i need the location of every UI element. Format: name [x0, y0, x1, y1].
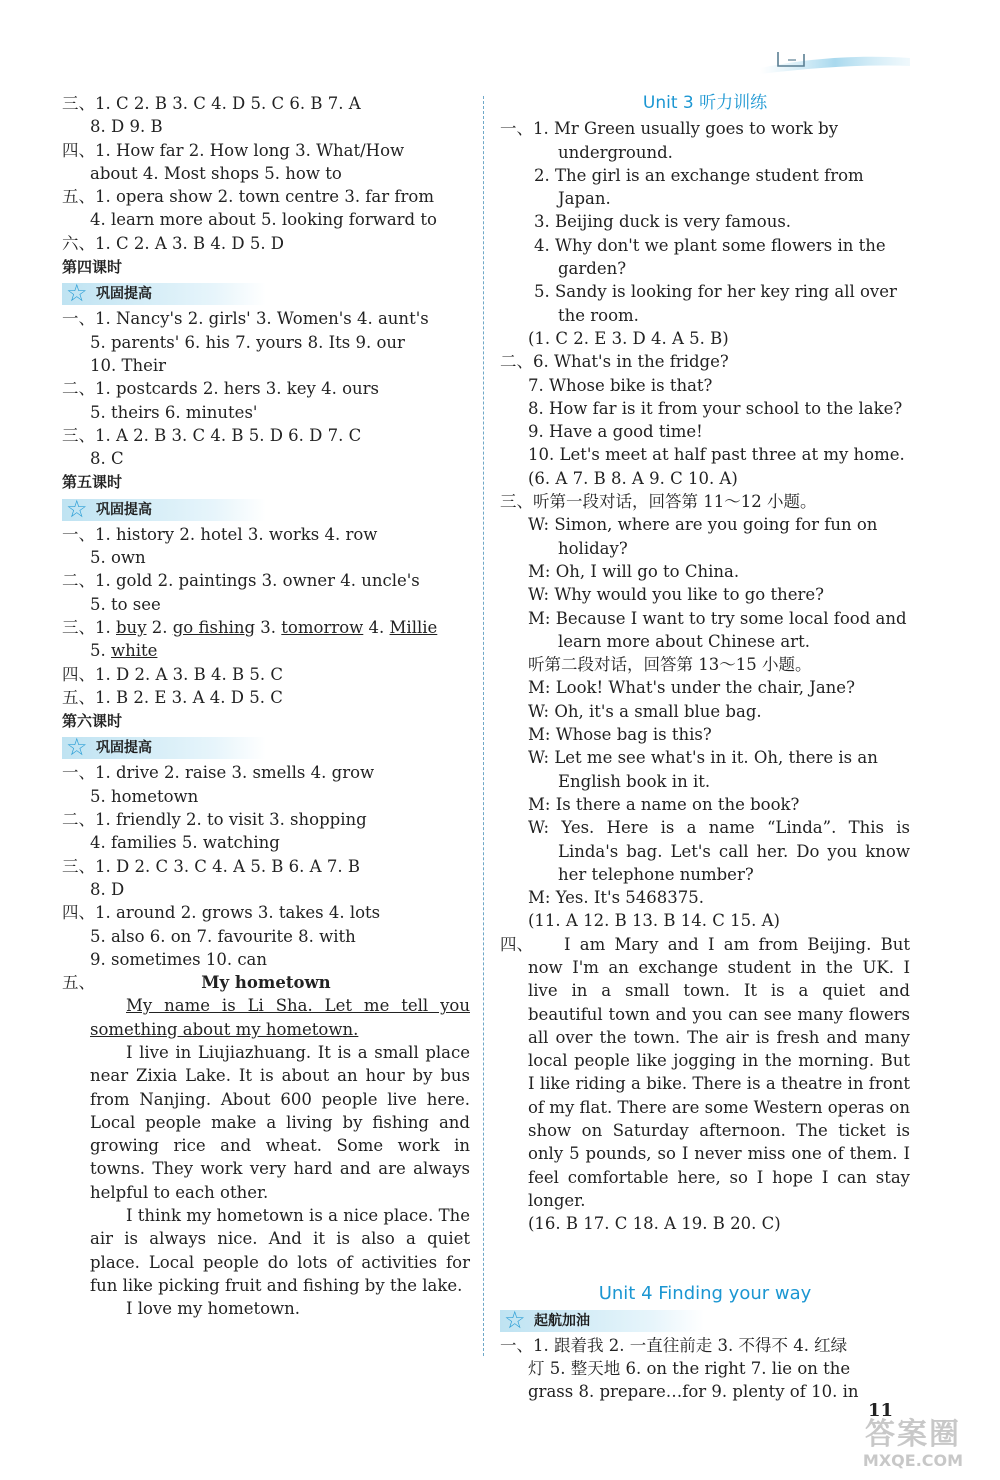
dialogue-line: W: Simon, where are you going for fun on holiday?: [528, 515, 878, 558]
question-line: [500, 117, 910, 164]
column-divider: [483, 96, 484, 1356]
page-number: 11: [868, 1400, 894, 1421]
answer-line: 5. parents' 6. his 7. yours 8. Its 9. our: [90, 332, 405, 352]
dialogue-line: M: Yes. It's 5468375.: [528, 888, 705, 908]
answer-line: 二、1. postcards 2. hers 3. key 4. ours: [62, 379, 380, 399]
section-tag: [62, 494, 266, 523]
star-icon: ☆: [66, 733, 88, 762]
essay-title: My hometown: [201, 973, 331, 993]
answer-number: 3.: [255, 617, 282, 637]
star-icon: ☆: [66, 494, 88, 523]
answer-line: [62, 616, 470, 639]
answer-line: 灯 5. 整天地 6. on the right 7. lie on the: [528, 1359, 851, 1379]
answer-line: (16. B 17. C 18. A 19. B 20. C): [528, 1214, 781, 1234]
question-line: 7. Whose bike is that?: [528, 375, 713, 395]
dialogue-line: M: Look! What's under the chair, Jane?: [528, 678, 855, 698]
essay-paragraph: I live in Liujiazhuang. It is a small place near Zixia Lake. It is about an hour by bus from Nanjing. About 600 people live here. Local people make a living by fishing and growing rice and wheat. Some work in towns. They work very hard and are always helpful to each other.: [90, 1042, 470, 1202]
section-tag: [62, 279, 266, 308]
dialogue-line: W: Why would you like to go there?: [528, 585, 825, 605]
dialogue-line: M: Oh, I will go to China.: [528, 561, 740, 581]
essay-paragraph: I love my hometown.: [126, 1299, 301, 1319]
spacer: [500, 1236, 910, 1282]
answer-line: 一、1. Nancy's 2. girls' 3. Women's 4. aunt's: [62, 309, 429, 329]
lesson-heading: 第五课时: [62, 473, 123, 492]
question-line: 4. Why don't we plant some flowers in the garden?: [534, 235, 886, 279]
answer-line: 5. own: [90, 548, 146, 568]
underlined-answer: tomorrow: [281, 617, 364, 637]
answer-line: 四、1. around 2. grows 3. takes 4. lots: [62, 903, 381, 923]
answer-line: 五、1. opera show 2. town centre 3. far from: [62, 187, 434, 207]
essay-paragraph-wrapper: [62, 1041, 470, 1321]
answer-line: 4. learn more about 5. looking forward to: [90, 210, 437, 230]
answer-line: 8. D: [90, 879, 125, 899]
section-tag-label: 巩固提高: [96, 501, 152, 518]
answer-line: 8. D 9. B: [90, 117, 163, 137]
passage-text: I am Mary and I am from Beijing. But now I'm an exchange student in the UK. I live in a small town. It is a quiet and beautiful town and you can see many flowers all over the town. The air is fresh and many local people like jogging in the morning. But I like riding a bike. There is a theatre in front of my flat. There are some Western operas on show on Saturday afternoon. The ticket is only 5 pounds, so I never miss one of them. I feel comfortable here, so I hope I can stay longer.: [528, 934, 910, 1210]
passage: [500, 933, 910, 1213]
section-tag-label: 巩固提高: [96, 286, 152, 303]
answer-line: 9. sometimes 10. can: [90, 949, 268, 969]
question-line: 10. Let's meet at half past three at my home.: [528, 445, 905, 465]
answer-line: (6. A 7. B 8. A 9. C 10. A): [528, 468, 738, 488]
answer-line: 六、1. C 2. A 3. B 4. D 5. D: [62, 233, 285, 253]
essay-paragraph: I think my hometown is a nice place. The air is always nice. And it is also a quiet place. Local people do lots of activities for fun like picking fruit and fishing by the lake.: [90, 1206, 470, 1295]
answer-line: 4. families 5. watching: [90, 833, 280, 853]
watermark-text: 答案圈: [865, 1417, 961, 1452]
question-line: 8. How far is it from your school to the lake?: [528, 398, 903, 418]
question-line: 二、6. What's in the fridge?: [500, 352, 729, 372]
answer-line: 一、1. history 2. hotel 3. works 4. row: [62, 524, 378, 544]
answer-number: 三、1.: [62, 617, 116, 637]
unit3-title: Unit 3 听力训练: [642, 93, 768, 113]
section-tag: [500, 1305, 704, 1334]
question-line: 2. The girl is an exchange student from Japan.: [534, 165, 864, 209]
answer-line: grass 8. prepare…for 9. plenty of 10. in: [528, 1382, 859, 1402]
answer-line: 三、1. C 2. B 3. C 4. D 5. C 6. B 7. A: [62, 94, 361, 113]
left-column: [62, 92, 470, 1321]
lesson-heading: 第六课时: [62, 712, 123, 731]
instruction-line: 听第二段对话，回答第 13～15 小题。: [528, 655, 812, 675]
answer-line: about 4. Most shops 5. how to: [90, 163, 342, 183]
question-line: 5. Sandy is looking for her key ring all over the room.: [534, 282, 897, 325]
underlined-answer: go fishing: [172, 617, 256, 637]
answer-line: (1. C 2. E 3. D 4. A 5. B): [528, 328, 729, 348]
answer-line: 二、1. friendly 2. to visit 3. shopping: [62, 810, 367, 830]
dialogue-line: W: Yes. Here is a name “Linda”. This is Linda's bag. Let's call her. Do you know her telephone number?: [528, 818, 910, 884]
question-line: 9. Have a good time!: [528, 422, 703, 442]
section-number: 五、: [62, 973, 95, 993]
answer-line: 五、1. B 2. E 3. A 4. D 5. C: [62, 687, 283, 707]
section-tag: [62, 733, 266, 762]
section-tag-label: 巩固提高: [96, 740, 152, 757]
answer-line: 四、1. D 2. A 3. B 4. B 5. C: [62, 664, 283, 684]
answer-line: 5. hometown: [90, 786, 199, 806]
instruction-line: 三、听第一段对话，回答第 11～12 小题。: [500, 492, 817, 512]
watermark-logo: [838, 1418, 988, 1476]
answer-line: 二、1. gold 2. paintings 3. owner 4. uncle's: [62, 571, 420, 591]
dialogue-line: M: Because I want to try some local food and learn more about Chinese art.: [528, 608, 907, 651]
essay-heading-row: [62, 971, 470, 994]
lesson-heading: 第四课时: [62, 258, 123, 277]
underlined-answer: Millie: [389, 617, 438, 637]
answer-line: [62, 639, 470, 662]
answer-line: 5. to see: [90, 594, 161, 614]
unit4-title: Unit 4 Finding your way: [598, 1282, 812, 1304]
answer-line: 三、1. D 2. C 3. C 4. A 5. B 6. A 7. B: [62, 856, 360, 876]
answer-line: 5. theirs 6. minutes': [90, 402, 258, 422]
right-column: [500, 92, 910, 1404]
section-number: 四、: [500, 934, 533, 954]
answer-number: 5.: [90, 641, 111, 661]
question-line: 3. Beijing duck is very famous.: [534, 212, 792, 232]
answer-line: 8. C: [90, 449, 124, 469]
question-text: 一、1. Mr Green usually goes to work by underground.: [500, 119, 839, 162]
section-tag-label: 起航加油: [534, 1312, 590, 1329]
underlined-answer: buy: [116, 617, 147, 637]
star-icon: ☆: [504, 1305, 526, 1334]
answer-line: 5. also 6. on 7. favourite 8. with: [90, 926, 356, 946]
dialogue-line: W: Oh, it's a small blue bag.: [528, 701, 762, 721]
answer-number: 2.: [146, 617, 173, 637]
dialogue-line: M: Is there a name on the book?: [528, 794, 800, 814]
answer-line: 四、1. How far 2. How long 3. What/How: [62, 140, 405, 160]
essay-intro: My name is Li Sha. Let me tell you something about my hometown.: [90, 996, 470, 1039]
header-decoration: [760, 40, 910, 80]
dialogue-line: W: Let me see what's in it. Oh, there is an English book in it.: [528, 748, 878, 791]
answer-line: 一、1. 跟着我 2. 一直往前走 3. 不得不 4. 红绿: [500, 1335, 848, 1355]
dialogue-line: M: Whose bag is this?: [528, 725, 712, 745]
essay-paragraph: [62, 994, 470, 1041]
answer-line: (11. A 12. B 13. B 14. C 15. A): [528, 911, 780, 931]
answer-number: 4.: [363, 617, 390, 637]
watermark-url: MXQE.COM: [862, 1451, 964, 1470]
star-icon: ☆: [66, 279, 88, 308]
answer-line: 10. Their: [90, 355, 167, 375]
answer-line: 三、1. A 2. B 3. C 4. B 5. D 6. D 7. C: [62, 425, 362, 445]
underlined-answer: white: [111, 641, 158, 661]
answer-line: 一、1. drive 2. raise 3. smells 4. grow: [62, 763, 375, 783]
